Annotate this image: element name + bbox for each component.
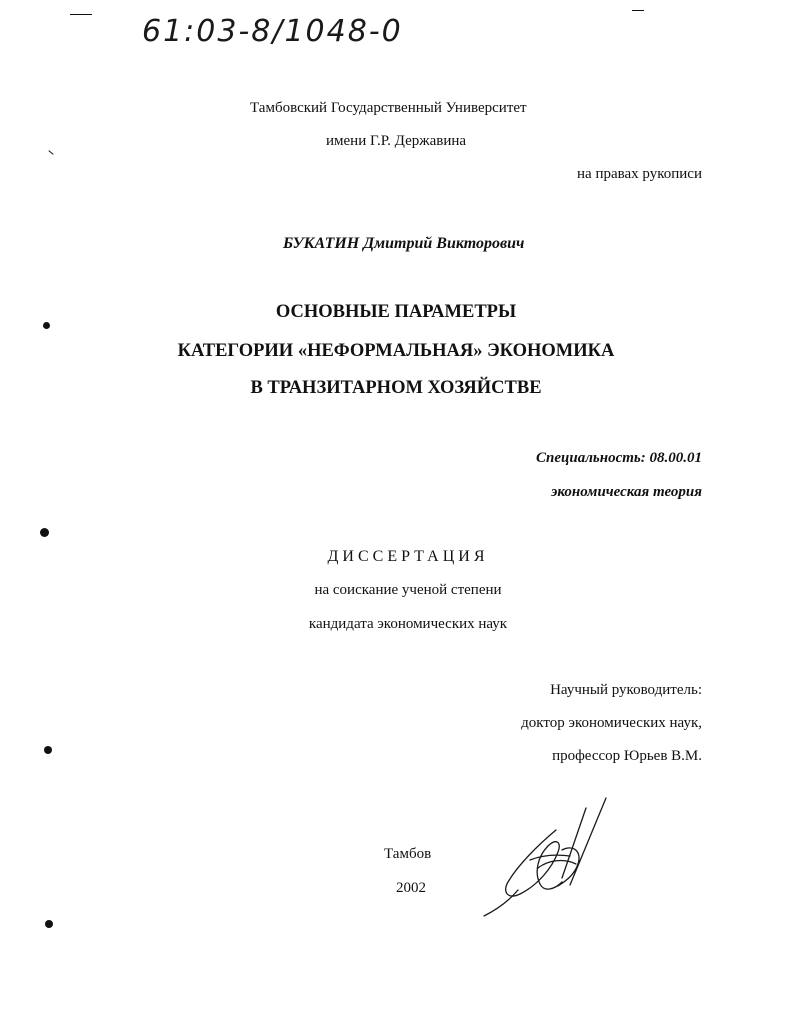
specialty-name: экономическая теория bbox=[551, 484, 702, 500]
punch-hole-mark bbox=[43, 322, 50, 329]
punch-hole-mark bbox=[40, 528, 49, 537]
author-name: БУКАТИН Дмитрий Викторович bbox=[283, 235, 525, 252]
university-name: Тамбовский Государственный Университет bbox=[250, 100, 527, 116]
archive-code: 61:03-8/1048-0 bbox=[142, 14, 403, 49]
punch-hole-mark bbox=[45, 920, 53, 928]
thesis-title-line: В ТРАНЗИТАРНОМ ХОЗЯЙСТВЕ bbox=[250, 378, 542, 398]
work-type: ДИССЕРТАЦИЯ bbox=[327, 548, 489, 565]
supervisor-degree: доктор экономических наук, bbox=[521, 715, 702, 731]
signature bbox=[478, 790, 618, 920]
scan-mark bbox=[632, 10, 644, 11]
degree-line: кандидата экономических наук bbox=[308, 616, 508, 632]
city: Тамбов bbox=[384, 846, 432, 862]
thesis-title-line: КАТЕГОРИИ «НЕФОРМАЛЬНАЯ» ЭКОНОМИКА bbox=[177, 341, 615, 361]
punch-hole-mark bbox=[44, 746, 52, 754]
supervisor-heading: Научный руководитель: bbox=[550, 682, 702, 698]
degree-line: на соискание ученой степени bbox=[314, 582, 502, 598]
scan-mark bbox=[70, 14, 92, 15]
university-named-after: имени Г.Р. Державина bbox=[326, 133, 467, 149]
manuscript-rights-note: на правах рукописи bbox=[577, 166, 702, 182]
thesis-title-line: ОСНОВНЫЕ ПАРАМЕТРЫ bbox=[275, 302, 517, 322]
supervisor-name: профессор Юрьев В.М. bbox=[552, 748, 702, 764]
year: 2002 bbox=[396, 880, 426, 896]
specialty-label: Специальность: 08.00.01 bbox=[536, 450, 702, 466]
scan-mark bbox=[48, 150, 53, 155]
